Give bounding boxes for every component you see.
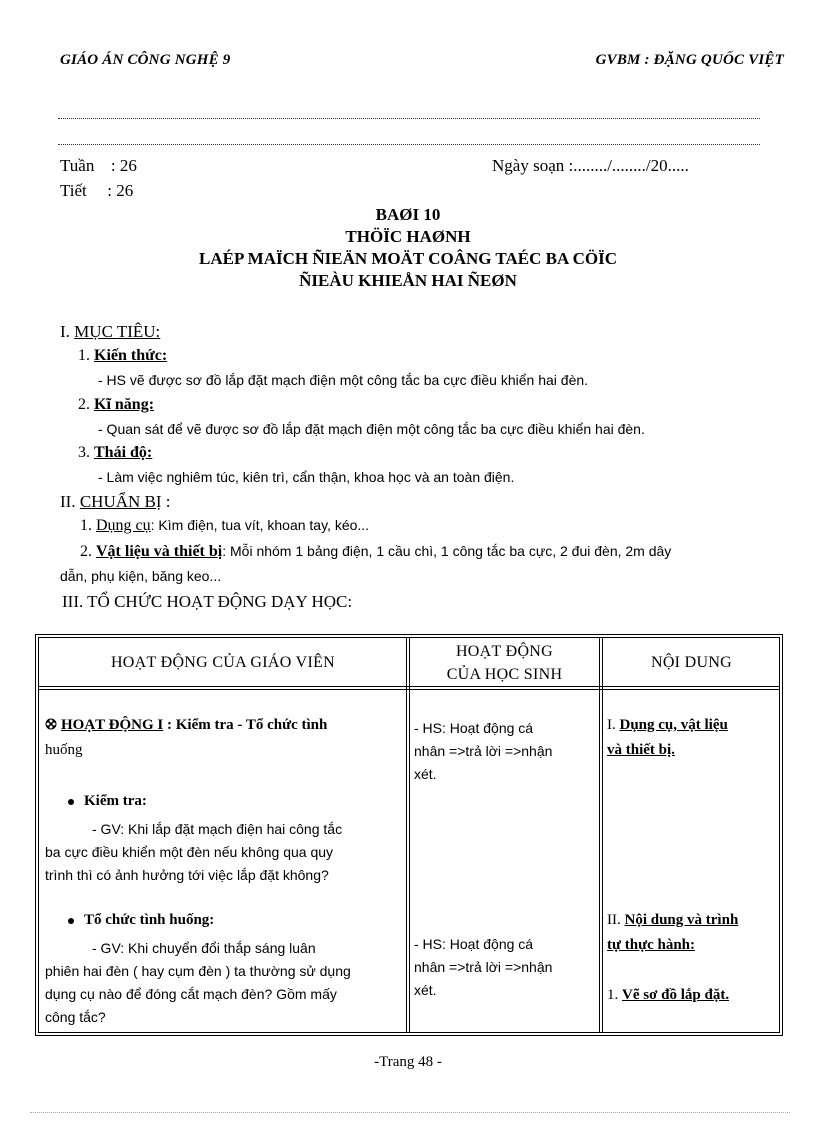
kiem-tra-line: ba cực điều khiển một đèn nếu không qua quy: [45, 844, 334, 860]
bottom-dotted-line: [30, 1112, 790, 1113]
kiem-tra-heading: Kiểm tra:: [68, 793, 147, 810]
tiet-label: Tiết: [60, 181, 87, 200]
kiem-tra-line: - GV: Khi lắp đặt mạch điện hai công tắc: [92, 821, 343, 837]
hs-response-2: nhân =>trả lời =>nhận: [414, 959, 553, 975]
hs-response-1: nhân =>trả lời =>nhận: [414, 743, 553, 759]
tuan-label: Tuần: [60, 156, 95, 175]
header-right: GVBM : ĐẶNG QUỐC VIỆT: [595, 52, 784, 68]
ngay-soan: Ngày soạn :......../......../20.....: [492, 156, 689, 175]
hoat-dong-1-title-cont: huống: [45, 742, 83, 758]
dotted-divider: [58, 144, 760, 145]
hs-response-1: xét.: [414, 766, 437, 782]
tuan-value: : 26: [110, 156, 137, 175]
flower-bullet-icon: [45, 718, 57, 730]
to-chuc-heading: Tổ chức tình huống:: [68, 912, 214, 929]
lesson-type: THÖÏC HAØNH: [345, 227, 471, 246]
lesson-number: BAØI 10: [375, 205, 441, 224]
nd-ve-so-do: 1. Vẽ sơ đồ lắp đặt.: [607, 987, 730, 1003]
nd-noi-dung-cont: tự thực hành:: [607, 937, 696, 953]
thai-do-text: - Làm việc nghiêm túc, kiên trì, cẩn thận, khoa học và an toàn điện.: [98, 469, 515, 485]
nd-noi-dung: II. Nội dung và trình: [607, 912, 739, 928]
header-gv: HOẠT ĐỘNG CỦA GIÁO VIÊN: [110, 654, 336, 671]
header-divider: [38, 689, 780, 690]
hs-response-1: - HS: Hoạt động cá: [414, 720, 534, 736]
nd-dung-cu: I. Dụng cụ, vật liệu: [607, 717, 728, 733]
to-chuc-line: - GV: Khi chuyển đổi thắp sáng luân: [92, 940, 316, 956]
header-hs-1: HOẠT ĐỘNG: [455, 643, 554, 660]
section-to-chuc: III. TỔ CHỨC HOẠT ĐỘNG DẠY HỌC:: [62, 592, 353, 611]
lesson-title-1: LAÉP MAÏCH ÑIEÄN MOÄT COÂNG TAÉC BA CÖÏC: [199, 249, 617, 268]
header-left: GIÁO ÁN CÔNG NGHỆ 9: [60, 52, 231, 68]
thai-do-heading: 3. Thái độ:: [78, 444, 153, 461]
bullet-icon: [68, 799, 74, 805]
to-chuc-line: công tắc?: [45, 1009, 106, 1025]
column-divider: [409, 637, 410, 1033]
dung-cu-row: 1. Dụng cụ: Kìm điện, tua vít, khoan tay, kéo...: [80, 517, 370, 534]
column-divider: [602, 637, 603, 1033]
to-chuc-line: phiên hai đèn ( hay cụm đèn ) ta thường sử dụng: [45, 963, 351, 979]
header-hs-2: CỦA HỌC SINH: [446, 666, 563, 683]
kien-thuc-heading: 1. Kiến thức:: [78, 347, 168, 364]
hoat-dong-1-title: HOẠT ĐỘNG I : Kiểm tra - Tổ chức tình: [45, 717, 327, 734]
hs-response-2: - HS: Hoạt động cá: [414, 936, 534, 952]
header-nd: NỘI DUNG: [650, 654, 733, 671]
tiet-row: [60, 181, 133, 201]
vat-lieu-cont: dẫn, phụ kiện, băng keo...: [60, 568, 222, 584]
section-chuan-bi: II. CHUẨN BỊ :: [60, 492, 171, 511]
vat-lieu-row: 2. Vật liệu và thiết bị: Mỗi nhóm 1 bảng điện, 1 cầu chì, 1 công tắc ba cực, 2 đui đèn, 2m dây: [80, 543, 672, 560]
tiet-value: : 26: [107, 181, 134, 200]
section-muc-tieu: I. MỤC TIÊU:: [60, 322, 161, 341]
header-divider: [38, 686, 780, 687]
hs-response-2: xét.: [414, 982, 437, 998]
ki-nang-heading: 2. Kĩ năng:: [78, 396, 155, 413]
kiem-tra-line: trình thì có ảnh hưởng tới việc lắp đặt không?: [45, 867, 329, 883]
dotted-divider: [58, 118, 760, 119]
lesson-title-2: ÑIEÀU KHIEÅN HAI ÑEØN: [299, 271, 517, 290]
tuan-row: [60, 156, 137, 176]
column-divider: [406, 637, 407, 1033]
nd-dung-cu-cont: và thiết bị.: [607, 742, 675, 758]
column-divider: [599, 637, 600, 1033]
page-number: -Trang 48 -: [374, 1054, 442, 1070]
kien-thuc-text: - HS vẽ được sơ đồ lắp đặt mạch điện một công tắc ba cực điều khiển hai đèn.: [98, 372, 589, 388]
bullet-icon: [68, 918, 74, 924]
to-chuc-line: dụng cụ nào để đóng cắt mạch đèn? Gồm mấy: [45, 986, 337, 1002]
ki-nang-text: - Quan sát để vẽ được sơ đồ lắp đặt mạch điện một công tắc ba cực điều khiển hai đèn.: [98, 421, 645, 437]
